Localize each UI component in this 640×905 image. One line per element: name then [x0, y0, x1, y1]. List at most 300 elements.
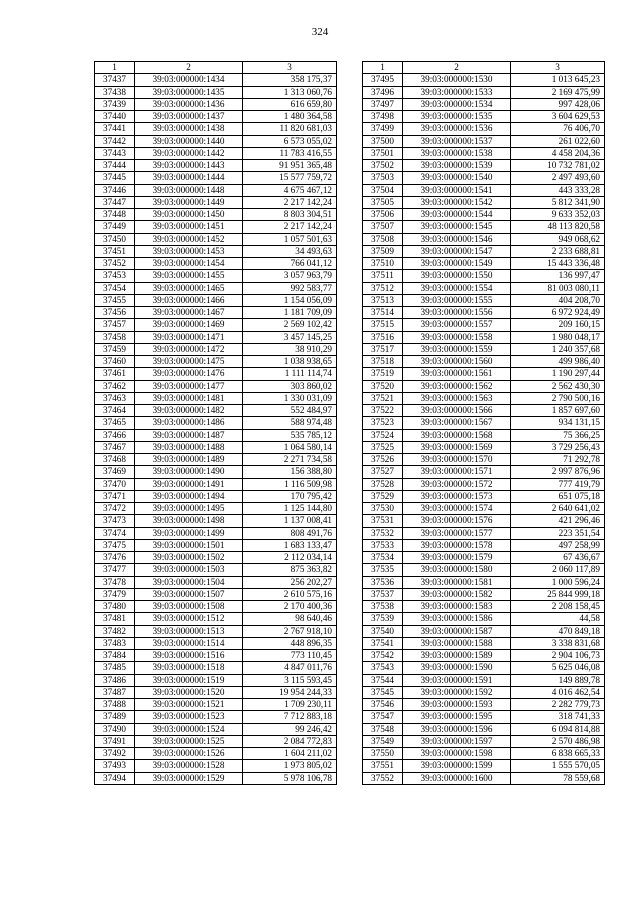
- value-cell: 67 436,67: [511, 552, 605, 564]
- value-cell: 4 016 462,54: [511, 686, 605, 698]
- cadastral-number-cell: 39:03:000000:1588: [403, 637, 511, 649]
- cadastral-number-cell: 39:03:000000:1437: [135, 111, 243, 123]
- cadastral-number-cell: 39:03:000000:1448: [135, 184, 243, 196]
- value-cell: 78 559,68: [511, 772, 605, 784]
- table-row: [363, 147, 605, 159]
- table-row: [363, 613, 605, 625]
- value-cell: 48 113 820,58: [511, 221, 605, 233]
- cadastral-number-cell: 39:03:000000:1503: [135, 564, 243, 576]
- row-number-cell: 37489: [95, 711, 135, 723]
- cadastral-number-cell: 39:03:000000:1514: [135, 637, 243, 649]
- row-number-cell: 37486: [95, 674, 135, 686]
- value-cell: 98 640,46: [243, 613, 337, 625]
- cadastral-number-cell: 39:03:000000:1598: [403, 748, 511, 760]
- cadastral-number-cell: 39:03:000000:1568: [403, 429, 511, 441]
- cadastral-number-cell: 39:03:000000:1475: [135, 356, 243, 368]
- cadastral-number-cell: 39:03:000000:1533: [403, 86, 511, 98]
- row-number-cell: 37521: [363, 392, 403, 404]
- table-row: [95, 221, 337, 233]
- table-row: [363, 748, 605, 760]
- table-row: [363, 490, 605, 502]
- row-number-cell: 37501: [363, 147, 403, 159]
- value-cell: 1 980 048,17: [511, 331, 605, 343]
- row-number-cell: 37452: [95, 258, 135, 270]
- cadastral-number-cell: 39:03:000000:1487: [135, 429, 243, 441]
- table-row: [95, 135, 337, 147]
- value-cell: 15 443 336,48: [511, 258, 605, 270]
- row-number-cell: 37510: [363, 258, 403, 270]
- row-number-cell: 37458: [95, 331, 135, 343]
- row-number-cell: 37466: [95, 429, 135, 441]
- row-number-cell: 37490: [95, 723, 135, 735]
- cadastral-number-cell: 39:03:000000:1595: [403, 711, 511, 723]
- row-number-cell: 37499: [363, 123, 403, 135]
- table-row: [95, 539, 337, 551]
- row-number-cell: 37515: [363, 319, 403, 331]
- row-number-cell: 37448: [95, 209, 135, 221]
- table-row: [95, 282, 337, 294]
- value-cell: 2 904 106,73: [511, 650, 605, 662]
- cadastral-number-cell: 39:03:000000:1521: [135, 699, 243, 711]
- table-row: [363, 392, 605, 404]
- cadastral-number-cell: 39:03:000000:1580: [403, 564, 511, 576]
- table-row: [363, 123, 605, 135]
- row-number-cell: 37456: [95, 307, 135, 319]
- cadastral-number-cell: 39:03:000000:1541: [403, 184, 511, 196]
- cadastral-number-cell: 39:03:000000:1471: [135, 331, 243, 343]
- cadastral-number-cell: 39:03:000000:1476: [135, 368, 243, 380]
- table-row: [95, 270, 337, 282]
- table-row: [95, 576, 337, 588]
- cadastral-number-cell: 39:03:000000:1597: [403, 735, 511, 747]
- cadastral-number-cell: 39:03:000000:1524: [135, 723, 243, 735]
- table-row: [363, 552, 605, 564]
- row-number-cell: 37479: [95, 588, 135, 600]
- table-row: [95, 650, 337, 662]
- value-cell: 421 296,46: [511, 515, 605, 527]
- table-row: [363, 294, 605, 306]
- cadastral-number-cell: 39:03:000000:1567: [403, 417, 511, 429]
- row-number-cell: 37454: [95, 282, 135, 294]
- row-number-cell: 37508: [363, 233, 403, 245]
- table-row: [95, 527, 337, 539]
- row-number-cell: 37514: [363, 307, 403, 319]
- cadastral-number-cell: 39:03:000000:1465: [135, 282, 243, 294]
- table-row: [363, 466, 605, 478]
- table-row: [95, 503, 337, 515]
- value-cell: 3 457 145,25: [243, 331, 337, 343]
- cadastral-number-cell: 39:03:000000:1507: [135, 588, 243, 600]
- cadastral-number-cell: 39:03:000000:1451: [135, 221, 243, 233]
- cadastral-number-cell: 39:03:000000:1534: [403, 98, 511, 110]
- value-cell: 1 000 596,24: [511, 576, 605, 588]
- row-number-cell: 37541: [363, 637, 403, 649]
- table-row: [95, 441, 337, 453]
- row-number-cell: 37543: [363, 662, 403, 674]
- value-cell: 15 577 759,72: [243, 172, 337, 184]
- cadastral-number-cell: 39:03:000000:1499: [135, 527, 243, 539]
- value-cell: 497 258,99: [511, 539, 605, 551]
- row-number-cell: 37449: [95, 221, 135, 233]
- value-cell: 19 954 244,33: [243, 686, 337, 698]
- table-row: [95, 662, 337, 674]
- value-cell: 6 972 924,49: [511, 307, 605, 319]
- cadastral-number-cell: 39:03:000000:1599: [403, 760, 511, 772]
- value-cell: 1 137 008,41: [243, 515, 337, 527]
- table-right: [362, 61, 605, 785]
- header-cell-2: 2: [403, 62, 511, 74]
- table-row: [363, 111, 605, 123]
- row-number-cell: 37477: [95, 564, 135, 576]
- row-number-cell: 37511: [363, 270, 403, 282]
- row-number-cell: 37494: [95, 772, 135, 784]
- value-cell: 1 013 645,23: [511, 74, 605, 86]
- value-cell: 2 640 641,02: [511, 503, 605, 515]
- table-row: [363, 135, 605, 147]
- value-cell: 3 057 963,79: [243, 270, 337, 282]
- cadastral-number-cell: 39:03:000000:1469: [135, 319, 243, 331]
- value-cell: 2 217 142,24: [243, 196, 337, 208]
- value-cell: 5 625 046,08: [511, 662, 605, 674]
- row-number-cell: 37460: [95, 356, 135, 368]
- cadastral-number-cell: 39:03:000000:1440: [135, 135, 243, 147]
- table-row: [95, 209, 337, 221]
- row-number-cell: 37542: [363, 650, 403, 662]
- table-row: [95, 245, 337, 257]
- value-cell: 2 569 102,42: [243, 319, 337, 331]
- cadastral-number-cell: 39:03:000000:1576: [403, 515, 511, 527]
- value-cell: 997 428,06: [511, 98, 605, 110]
- table-row: [95, 552, 337, 564]
- table-row: [363, 233, 605, 245]
- table-row: [363, 625, 605, 637]
- cadastral-number-cell: 39:03:000000:1538: [403, 147, 511, 159]
- value-cell: 766 041,12: [243, 258, 337, 270]
- row-number-cell: 37516: [363, 331, 403, 343]
- value-cell: 4 847 011,76: [243, 662, 337, 674]
- row-number-cell: 37509: [363, 245, 403, 257]
- value-cell: 1 116 509,98: [243, 478, 337, 490]
- value-cell: 209 160,15: [511, 319, 605, 331]
- cadastral-number-cell: 39:03:000000:1556: [403, 307, 511, 319]
- value-cell: 318 741,33: [511, 711, 605, 723]
- table-row: [95, 515, 337, 527]
- value-cell: 2 112 034,14: [243, 552, 337, 564]
- cadastral-number-cell: 39:03:000000:1591: [403, 674, 511, 686]
- cadastral-number-cell: 39:03:000000:1435: [135, 86, 243, 98]
- cadastral-number-cell: 39:03:000000:1558: [403, 331, 511, 343]
- cadastral-number-cell: 39:03:000000:1486: [135, 417, 243, 429]
- table-row: [363, 588, 605, 600]
- header-cell-1: 1: [95, 62, 135, 74]
- cadastral-number-cell: 39:03:000000:1573: [403, 490, 511, 502]
- row-number-cell: 37491: [95, 735, 135, 747]
- cadastral-number-cell: 39:03:000000:1600: [403, 772, 511, 784]
- value-cell: 1 064 580,14: [243, 441, 337, 453]
- value-cell: 81 003 080,11: [511, 282, 605, 294]
- table-row: [95, 74, 337, 86]
- row-number-cell: 37536: [363, 576, 403, 588]
- value-cell: 1 240 357,68: [511, 343, 605, 355]
- value-cell: 8 803 304,51: [243, 209, 337, 221]
- table-row: [95, 160, 337, 172]
- table-row: [363, 380, 605, 392]
- table-row: [363, 270, 605, 282]
- row-number-cell: 37504: [363, 184, 403, 196]
- table-row: [95, 294, 337, 306]
- value-cell: 10 732 781,02: [511, 160, 605, 172]
- row-number-cell: 37440: [95, 111, 135, 123]
- value-cell: 616 659,80: [243, 98, 337, 110]
- row-number-cell: 37469: [95, 466, 135, 478]
- row-number-cell: 37478: [95, 576, 135, 588]
- row-number-cell: 37545: [363, 686, 403, 698]
- table-row: [95, 123, 337, 135]
- value-cell: 949 068,62: [511, 233, 605, 245]
- table-header-row: [363, 62, 605, 74]
- row-number-cell: 37538: [363, 601, 403, 613]
- value-cell: 9 633 352,03: [511, 209, 605, 221]
- row-number-cell: 37500: [363, 135, 403, 147]
- cadastral-number-cell: 39:03:000000:1545: [403, 221, 511, 233]
- value-cell: 535 785,12: [243, 429, 337, 441]
- table-row: [95, 711, 337, 723]
- row-number-cell: 37482: [95, 625, 135, 637]
- row-number-cell: 37487: [95, 686, 135, 698]
- row-number-cell: 37443: [95, 147, 135, 159]
- table-row: [363, 429, 605, 441]
- value-cell: 3 115 593,45: [243, 674, 337, 686]
- cadastral-number-cell: 39:03:000000:1519: [135, 674, 243, 686]
- row-number-cell: 37528: [363, 478, 403, 490]
- table-left: [94, 61, 337, 785]
- table-row: [363, 258, 605, 270]
- cadastral-number-cell: 39:03:000000:1596: [403, 723, 511, 735]
- table-row: [363, 184, 605, 196]
- value-cell: 2 497 493,60: [511, 172, 605, 184]
- table-row: [363, 576, 605, 588]
- cadastral-number-cell: 39:03:000000:1434: [135, 74, 243, 86]
- cadastral-number-cell: 39:03:000000:1502: [135, 552, 243, 564]
- table-row: [363, 221, 605, 233]
- table-row: [363, 86, 605, 98]
- cadastral-number-cell: 39:03:000000:1535: [403, 111, 511, 123]
- value-cell: 1 973 805,02: [243, 760, 337, 772]
- value-cell: 1 111 114,74: [243, 368, 337, 380]
- row-number-cell: 37517: [363, 343, 403, 355]
- cadastral-number-cell: 39:03:000000:1472: [135, 343, 243, 355]
- table-row: [95, 233, 337, 245]
- row-number-cell: 37498: [363, 111, 403, 123]
- table-row: [95, 86, 337, 98]
- row-number-cell: 37446: [95, 184, 135, 196]
- cadastral-number-cell: 39:03:000000:1466: [135, 294, 243, 306]
- table-row: [95, 196, 337, 208]
- value-cell: 773 110,45: [243, 650, 337, 662]
- table-row: [95, 466, 337, 478]
- cadastral-number-cell: 39:03:000000:1590: [403, 662, 511, 674]
- row-number-cell: 37540: [363, 625, 403, 637]
- value-cell: 6 838 665,33: [511, 748, 605, 760]
- table-row: [95, 490, 337, 502]
- cadastral-number-cell: 39:03:000000:1579: [403, 552, 511, 564]
- table-row: [363, 172, 605, 184]
- row-number-cell: 37445: [95, 172, 135, 184]
- row-number-cell: 37496: [363, 86, 403, 98]
- header-cell-1: 1: [363, 62, 403, 74]
- cadastral-number-cell: 39:03:000000:1436: [135, 98, 243, 110]
- table-row: [95, 478, 337, 490]
- row-number-cell: 37444: [95, 160, 135, 172]
- table-row: [95, 380, 337, 392]
- table-row: [95, 429, 337, 441]
- table-row: [363, 343, 605, 355]
- row-number-cell: 37502: [363, 160, 403, 172]
- cadastral-number-cell: 39:03:000000:1593: [403, 699, 511, 711]
- cadastral-number-cell: 39:03:000000:1555: [403, 294, 511, 306]
- table-row: [363, 674, 605, 686]
- row-number-cell: 37453: [95, 270, 135, 282]
- value-cell: 875 363,82: [243, 564, 337, 576]
- row-number-cell: 37470: [95, 478, 135, 490]
- row-number-cell: 37461: [95, 368, 135, 380]
- cadastral-number-cell: 39:03:000000:1452: [135, 233, 243, 245]
- value-cell: 6 094 814,88: [511, 723, 605, 735]
- value-cell: 358 175,37: [243, 74, 337, 86]
- value-cell: 1 330 031,09: [243, 392, 337, 404]
- row-number-cell: 37447: [95, 196, 135, 208]
- table-row: [363, 196, 605, 208]
- value-cell: 1 555 570,05: [511, 760, 605, 772]
- row-number-cell: 37547: [363, 711, 403, 723]
- row-number-cell: 37465: [95, 417, 135, 429]
- value-cell: 777 419,79: [511, 478, 605, 490]
- row-number-cell: 37473: [95, 515, 135, 527]
- value-cell: 1 038 938,65: [243, 356, 337, 368]
- row-number-cell: 37467: [95, 441, 135, 453]
- cadastral-number-cell: 39:03:000000:1482: [135, 405, 243, 417]
- table-row: [363, 319, 605, 331]
- row-number-cell: 37459: [95, 343, 135, 355]
- table-row: [363, 601, 605, 613]
- cadastral-number-cell: 39:03:000000:1520: [135, 686, 243, 698]
- cadastral-number-cell: 39:03:000000:1571: [403, 466, 511, 478]
- value-cell: 2 170 400,36: [243, 601, 337, 613]
- header-cell-2: 2: [135, 62, 243, 74]
- row-number-cell: 37437: [95, 74, 135, 86]
- table-row: [95, 454, 337, 466]
- cadastral-number-cell: 39:03:000000:1574: [403, 503, 511, 515]
- row-number-cell: 37551: [363, 760, 403, 772]
- value-cell: 2 208 158,45: [511, 601, 605, 613]
- cadastral-number-cell: 39:03:000000:1557: [403, 319, 511, 331]
- table-row: [95, 111, 337, 123]
- row-number-cell: 37544: [363, 674, 403, 686]
- value-cell: 1 604 211,02: [243, 748, 337, 760]
- cadastral-number-cell: 39:03:000000:1577: [403, 527, 511, 539]
- value-cell: 5 812 341,90: [511, 196, 605, 208]
- value-cell: 2 084 772,83: [243, 735, 337, 747]
- table-row: [363, 686, 605, 698]
- cadastral-number-cell: 39:03:000000:1438: [135, 123, 243, 135]
- value-cell: 1 125 144,80: [243, 503, 337, 515]
- row-number-cell: 37457: [95, 319, 135, 331]
- value-cell: 3 604 629,53: [511, 111, 605, 123]
- table-row: [363, 368, 605, 380]
- cadastral-number-cell: 39:03:000000:1454: [135, 258, 243, 270]
- row-number-cell: 37513: [363, 294, 403, 306]
- cadastral-number-cell: 39:03:000000:1583: [403, 601, 511, 613]
- table-row: [363, 74, 605, 86]
- table-row: [95, 147, 337, 159]
- row-number-cell: 37550: [363, 748, 403, 760]
- row-number-cell: 37497: [363, 98, 403, 110]
- cadastral-number-cell: 39:03:000000:1523: [135, 711, 243, 723]
- cadastral-number-cell: 39:03:000000:1537: [403, 135, 511, 147]
- table-row: [95, 772, 337, 784]
- row-number-cell: 37552: [363, 772, 403, 784]
- value-cell: 91 951 365,48: [243, 160, 337, 172]
- cadastral-number-cell: 39:03:000000:1581: [403, 576, 511, 588]
- value-cell: 1 181 709,09: [243, 307, 337, 319]
- value-cell: 76 406,70: [511, 123, 605, 135]
- cadastral-number-cell: 39:03:000000:1546: [403, 233, 511, 245]
- cadastral-number-cell: 39:03:000000:1561: [403, 368, 511, 380]
- row-number-cell: 37506: [363, 209, 403, 221]
- row-number-cell: 37518: [363, 356, 403, 368]
- row-number-cell: 37537: [363, 588, 403, 600]
- row-number-cell: 37548: [363, 723, 403, 735]
- cadastral-number-cell: 39:03:000000:1498: [135, 515, 243, 527]
- table-row: [363, 405, 605, 417]
- row-number-cell: 37495: [363, 74, 403, 86]
- table-row: [363, 441, 605, 453]
- value-cell: 588 974,48: [243, 417, 337, 429]
- cadastral-number-cell: 39:03:000000:1477: [135, 380, 243, 392]
- row-number-cell: 37468: [95, 454, 135, 466]
- cadastral-number-cell: 39:03:000000:1542: [403, 196, 511, 208]
- table-row: [95, 735, 337, 747]
- table-row: [363, 699, 605, 711]
- table-row: [95, 172, 337, 184]
- value-cell: 2 767 918,10: [243, 625, 337, 637]
- row-number-cell: 37476: [95, 552, 135, 564]
- cadastral-number-cell: 39:03:000000:1559: [403, 343, 511, 355]
- table-row: [363, 245, 605, 257]
- cadastral-number-cell: 39:03:000000:1516: [135, 650, 243, 662]
- value-cell: 1 313 060,76: [243, 86, 337, 98]
- cadastral-number-cell: 39:03:000000:1569: [403, 441, 511, 453]
- table-row: [95, 258, 337, 270]
- table-row: [95, 368, 337, 380]
- value-cell: 470 849,18: [511, 625, 605, 637]
- cadastral-number-cell: 39:03:000000:1589: [403, 650, 511, 662]
- value-cell: 1 154 056,09: [243, 294, 337, 306]
- table-row: [95, 601, 337, 613]
- value-cell: 1 057 501,63: [243, 233, 337, 245]
- row-number-cell: 37526: [363, 454, 403, 466]
- cadastral-number-cell: 39:03:000000:1508: [135, 601, 243, 613]
- table-row: [363, 454, 605, 466]
- value-cell: 2 570 486,98: [511, 735, 605, 747]
- cadastral-number-cell: 39:03:000000:1582: [403, 588, 511, 600]
- value-cell: 11 783 416,55: [243, 147, 337, 159]
- table-row: [95, 331, 337, 343]
- table-row: [95, 307, 337, 319]
- row-number-cell: 37450: [95, 233, 135, 245]
- cadastral-number-cell: 39:03:000000:1453: [135, 245, 243, 257]
- table-row: [95, 98, 337, 110]
